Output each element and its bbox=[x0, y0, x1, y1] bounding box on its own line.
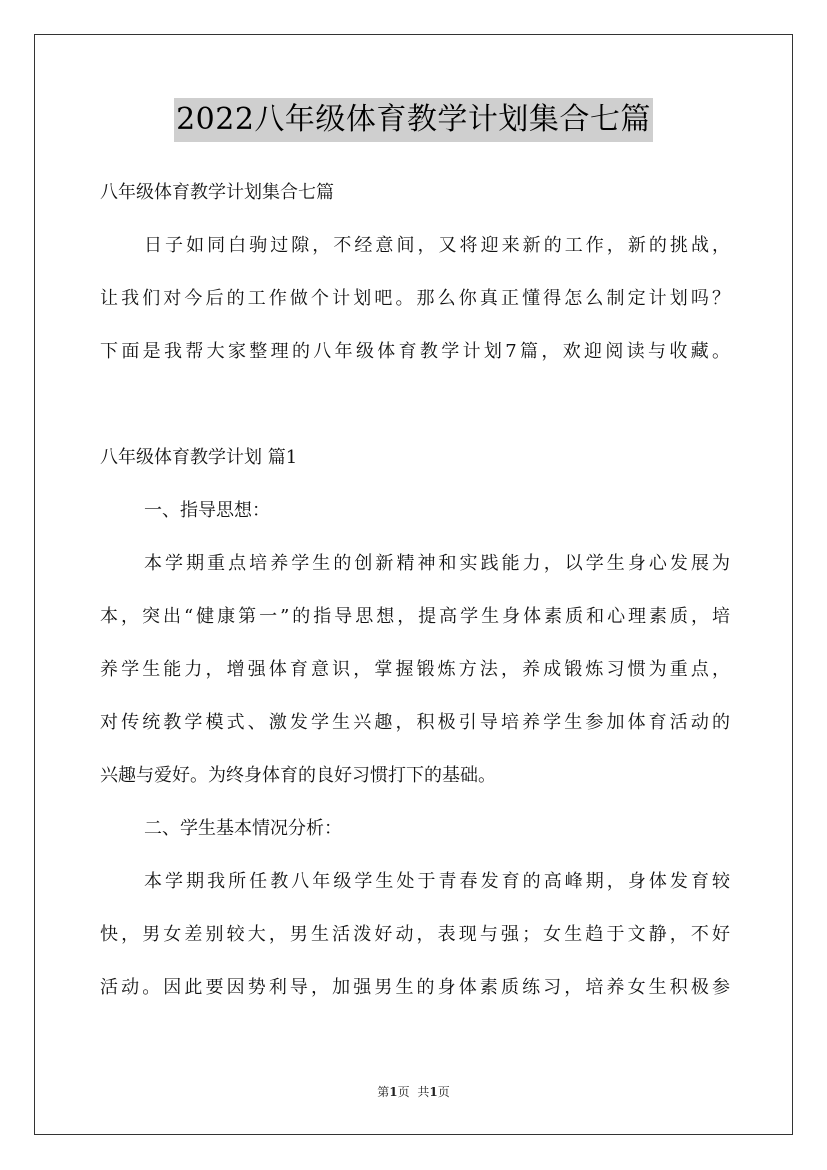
doc-subtitle: 八年级体育教学计划集合七篇 bbox=[100, 182, 334, 203]
section-heading: 八年级体育教学计划 篇1 bbox=[100, 447, 298, 468]
page-label-suffix: 页 bbox=[397, 1085, 410, 1099]
blank-line bbox=[100, 378, 730, 431]
paragraph-line: 养学生能力，增强体育意识，掌握锻炼方法，养成锻炼习惯为重点， bbox=[100, 659, 730, 680]
page-number: 1 bbox=[389, 1085, 398, 1099]
paragraph-line: 快，男女差别较大，男生活泼好动，表现与强；女生趋于文静，不好 bbox=[100, 924, 730, 945]
subsection-heading: 二、学生基本情况分析： bbox=[144, 818, 342, 839]
paragraph-line: 本学期我所任教八年级学生处于青春发育的高峰期，身体发育较 bbox=[144, 871, 730, 892]
total-pages: 1 bbox=[429, 1085, 438, 1099]
paragraph-line: 本，突出“健康第一”的指导思想，提高学生身体素质和心理素质，培 bbox=[100, 606, 730, 627]
paragraph-line: 兴趣与爱好。为终身体育的良好习惯打下的基础。 bbox=[100, 765, 496, 786]
total-prefix: 共 bbox=[417, 1085, 430, 1099]
paragraph-line: 活动。因此要因势利导，加强男生的身体素质练习，培养女生积极参 bbox=[100, 977, 730, 998]
title-container bbox=[0, 98, 827, 142]
paragraph-line: 让我们对今后的工作做个计划吧。那么你真正懂得怎么制定计划吗？ bbox=[100, 288, 730, 309]
total-suffix: 页 bbox=[437, 1085, 450, 1099]
subsection-heading: 一、指导思想： bbox=[144, 500, 270, 521]
document-body bbox=[100, 166, 730, 1014]
document-title: 2022八年级体育教学计划集合七篇 bbox=[174, 98, 653, 142]
paragraph-line: 下面是我帮大家整理的八年级体育教学计划7篇，欢迎阅读与收藏。 bbox=[100, 341, 730, 362]
page-footer bbox=[0, 1083, 827, 1100]
paragraph-line: 本学期重点培养学生的创新精神和实践能力，以学生身心发展为 bbox=[144, 553, 730, 574]
paragraph-line: 对传统教学模式、激发学生兴趣，积极引导培养学生参加体育活动的 bbox=[100, 712, 730, 733]
paragraph-line: 日子如同白驹过隙，不经意间，又将迎来新的工作，新的挑战， bbox=[144, 235, 730, 256]
page-label-prefix: 第 bbox=[377, 1085, 390, 1099]
